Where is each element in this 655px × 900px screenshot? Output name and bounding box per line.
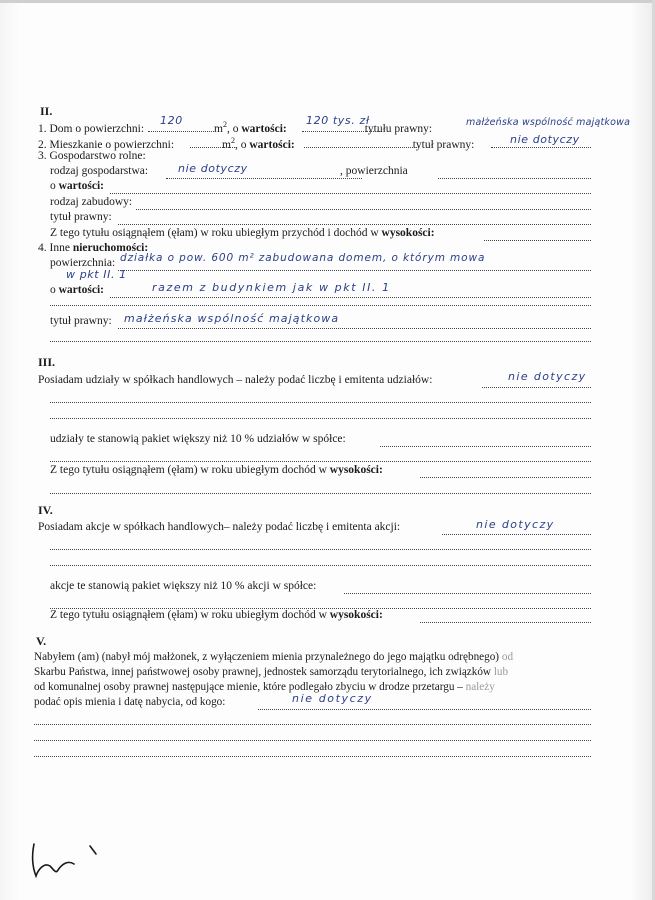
flat-area-dots (190, 147, 235, 148)
farm-area-dots (438, 178, 591, 179)
other-area-label: powierzchnia: (50, 257, 116, 269)
house-area-handwriting: 120 (160, 114, 183, 127)
flat-unit: m (222, 138, 231, 151)
farm-income-line (50, 227, 435, 240)
other-property-num: 4. Inne (38, 242, 70, 254)
house-area-dots (148, 131, 216, 132)
acquired-line-4: podać opis mienia i datę nabycia, od kogo: (34, 696, 226, 708)
shares-pct-dots (380, 446, 591, 447)
stocks-income-text: Z tego tytułu osiągnąłem (ęłam) w roku ubiegłym dochód w (50, 609, 327, 621)
shares-handwriting: nie dotyczy (508, 370, 587, 383)
stocks-income-dots (420, 622, 591, 623)
stocks-label: Posiadam akcje w spółkach handlowych– należy podać liczbę i emitenta akcji: (38, 521, 401, 533)
house-title-handwriting: małżeńska wspólność majątkowa (466, 117, 631, 128)
farm-value-line (50, 180, 104, 193)
other-title-dots (118, 328, 591, 329)
farm-label: 3. Gospodarstwo rolne: (38, 150, 146, 162)
flat-line: 2. Mieszkanie o powierzchni: $m^2$, o wartości: tytuł prawny: (38, 136, 475, 151)
farm-value-label: wartości: (58, 180, 104, 192)
farm-buildings-label: rodzaj zabudowy: (50, 196, 133, 208)
acquired-dots (258, 709, 591, 710)
flat-label: 2. Mieszkanie o powierzchni: (38, 138, 175, 151)
acquired-dots-4 (34, 756, 591, 757)
acquired-line-3 (34, 681, 495, 694)
farm-title-dots (118, 224, 591, 225)
house-value-handwriting: 120 tys. zł (306, 114, 370, 127)
stocks-pct-dots (344, 593, 591, 594)
other-title-handwriting: małżeńska wspólność majątkowa (124, 312, 340, 325)
farm-income-text: Z tego tytułu osiągnąłem (ęłam) w roku ubiegłym przychód i dochód w (50, 227, 379, 239)
house-label: 1. Dom o powierzchni: (38, 122, 145, 135)
shares-income-line (50, 464, 383, 477)
shares-income-dots-2 (50, 493, 591, 494)
acquired-text-1: Nabyłem (am) (nabył mój małżonek, z wyłączeniem mienia przynależnego do jego majątku odrębnego) (34, 651, 500, 663)
flat-handwriting: nie dotyczy (510, 133, 580, 146)
farm-value-dots (110, 193, 591, 194)
farm-type-dots (166, 178, 362, 179)
other-value-label: wartości: (58, 284, 104, 296)
other-value-o: o (50, 284, 56, 296)
house-title-label: tytułu prawny: (364, 122, 433, 135)
house-comma: , o (227, 122, 239, 135)
acquired-dots-3 (34, 740, 591, 741)
stocks-handwriting: nie dotyczy (476, 518, 555, 531)
other-title-dots-2 (50, 341, 591, 342)
acquired-line-1 (34, 651, 513, 664)
scan-edge-top (0, 0, 655, 3)
house-unit: m (214, 122, 223, 135)
farm-type-handwriting: nie dotyczy (178, 162, 248, 175)
house-value-label: wartości: (241, 122, 287, 135)
shares-dots-3 (50, 418, 591, 419)
shares-dots (482, 387, 591, 388)
other-property-label: nieruchomości: (72, 242, 149, 254)
acquired-faint-2: lub (493, 666, 509, 678)
stocks-income-line (50, 609, 383, 622)
farm-buildings-dots (136, 209, 591, 210)
acquired-faint-1: od (501, 651, 514, 663)
acquired-faint-3: należy (465, 681, 495, 693)
acquired-handwriting: nie dotyczy (292, 692, 373, 705)
farm-income-dots (484, 240, 591, 241)
stocks-income-bold: wysokości: (329, 609, 383, 621)
farm-value-o: o (50, 180, 56, 192)
other-extra-dots (50, 305, 591, 306)
stocks-dots-3 (50, 565, 591, 566)
stocks-dots (442, 534, 591, 535)
other-value-handwriting: razem z budynkiem jak w pkt II. 1 (152, 281, 391, 294)
shares-dots-2 (50, 402, 591, 403)
farm-type-label: rodzaj gospodarstwa: (50, 165, 149, 177)
shares-label: Posiadam udziały w spółkach handlowych – należy podać liczbę i emitenta udziałów: (38, 374, 433, 386)
other-area-handwriting-2: w pkt II. 1 (66, 268, 127, 281)
section-5-heading: V. (36, 634, 47, 648)
flat-value-dots (304, 147, 419, 148)
flat-comma: , o (235, 138, 247, 151)
other-value-dots (110, 297, 591, 298)
section-3-heading: III. (38, 355, 56, 369)
other-title-label: tytuł prawny: (50, 315, 112, 327)
house-line: 1. Dom o powierzchni: $m^2$, o wartości: tytułu prawny: (38, 120, 433, 135)
other-value-line (50, 284, 104, 297)
farm-title-label: tytuł prawny: (50, 211, 112, 223)
stocks-dots-2 (50, 549, 591, 550)
shares-pct-dots-2 (50, 461, 591, 462)
acquired-line-2 (34, 666, 508, 679)
farm-area-label: , powierzchnia (340, 165, 408, 177)
section-4-heading: IV. (38, 503, 53, 517)
signature (28, 840, 98, 880)
acquired-text-2: Skarbu Państwa, innej państwowej osoby prawnej, jednostek samorządu terytorialnego, ich związków (34, 666, 492, 678)
flat-value-label: wartości: (249, 138, 295, 151)
stocks-pct-label: akcje te stanowią pakiet większy niż 10 % akcji w spółce: (50, 580, 317, 592)
shares-income-text: Z tego tytułu osiągnąłem (ęłam) w roku ubiegłym dochód w (50, 464, 327, 476)
section-2-heading: II. (40, 104, 53, 118)
acquired-text-3: od komunalnej osoby prawnej następujące mienie, które podlegało zbyciu w drodze przetargu – (34, 681, 463, 693)
shares-income-dots (420, 477, 591, 478)
shares-income-bold: wysokości: (329, 464, 383, 476)
shares-pct-label: udziały te stanowią pakiet większy niż 10 % udziałów w spółce: (50, 433, 346, 445)
acquired-dots-2 (34, 724, 591, 725)
other-area-dots (118, 270, 591, 271)
flat-title-label: tytuł prawny: (412, 138, 475, 151)
other-area-handwriting: działka o pow. 600 m² zabudowana domem, o którym mowa (120, 252, 486, 264)
house-value-dots (302, 131, 380, 132)
farm-income-bold: wysokości: (381, 227, 435, 239)
flat-title-dots (491, 147, 591, 148)
